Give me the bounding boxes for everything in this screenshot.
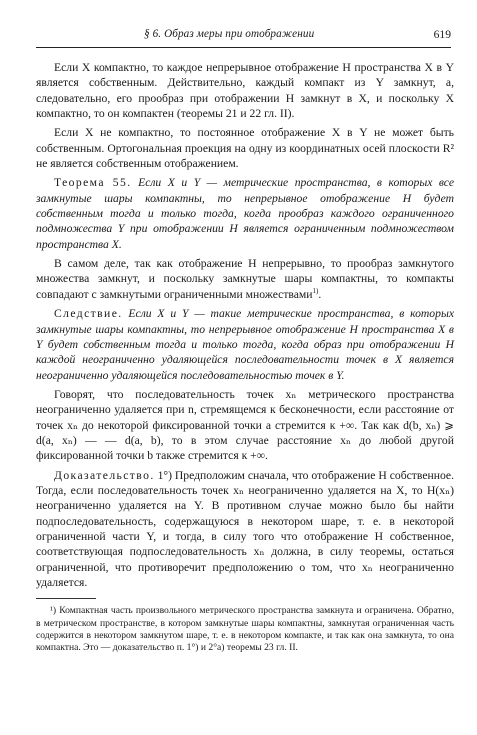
section-title: § 6. Образ меры при отображении bbox=[144, 28, 315, 40]
paragraph-compact: Если X компактно, то каждое непрерывное отображение H пространства X в Y является собственным. Действительно, каждый компакт из Y замкнут, а, следовательно, его прообраз при отображении H замкнут в X, и поскольку X компактно, то он компактен (теоремы 21 и 22 гл. II). bbox=[36, 61, 454, 121]
footnote bbox=[36, 605, 454, 654]
theorem-55 bbox=[36, 175, 454, 252]
footnote-ref: 1) bbox=[312, 286, 319, 295]
footnote-text: Компактная часть произвольного метрического пространства замкнута и ограничена. Обратно, в метрическом пространстве, в котором замкнутые шары компактны, замкнутая ограниченная часть содержится в некотором замкнутом шаре, т. е. в некотором компакте, и так как она замкнута, то она компактна. Это — доказательство п. 1°) и 2°а) теоремы 23 гл. II. bbox=[36, 605, 454, 653]
header-rule bbox=[36, 47, 451, 48]
running-header bbox=[0, 0, 477, 50]
footnote-rule bbox=[36, 598, 96, 599]
corollary bbox=[36, 306, 454, 383]
proof-paragraph bbox=[36, 468, 454, 591]
paragraph-noncompact: Если X не компактно, то постоянное отображение X в Y не может быть собственным. Ортогональная проекция на одну из координатных осей плоскости R² не является собственным отображением. bbox=[36, 126, 454, 171]
theorem-text: Если X и Y — метрические пространства, в которых все замкнутые шары компактны, то непрерывное отображение H будет собственным тогда и только тогда, когда прообраз каждого ограниченного подмножества Y при отображении H является ограниченным подмножеством пространства X. bbox=[36, 176, 454, 251]
theorem-proof-text: В самом деле, так как отображение H непрерывно, то прообраз замкнутого множества замкнут, и поскольку замкнутые шары компактны, то компакты совпадают с замкнутыми ограниченными множествами bbox=[36, 257, 454, 301]
corollary-label: Следствие. bbox=[54, 307, 123, 321]
footnote-marker: ¹) bbox=[50, 605, 57, 617]
corollary-text: Если X и Y — такие метрические пространства, в которых замкнутые шары компактны, то непрерывное отображение H пространства X в Y будет собственным тогда и только тогда, когда образ при отображении H каждой неограниченно удаляющейся последовательности точек в X является неограниченно удаляющейся последовательностью точек в Y. bbox=[36, 307, 454, 382]
page-body bbox=[36, 60, 454, 654]
definition-paragraph: Говорят, что последовательность точек xₙ метрического пространства неограниченно удаляется при n, стремящемся к бесконечности, если расстояние от точек xₙ до некоторой фиксированной точки a стремится к +∞. Так как d(b, xₙ) ⩾ d(a, xₙ) — — d(a, b), то в этом случае расстояние xₙ до любой другой фиксированной точки b также стремится к +∞. bbox=[36, 387, 454, 463]
theorem-proof-paragraph: В самом деле, так как отображение H непрерывно, то прообраз замкнутого множества замкнут, и поскольку замкнутые шары компактны, то компакты совпадают с замкнутыми ограниченными множествами$^{1)}$. bbox=[36, 257, 454, 301]
proof-text: 1°) Предположим сначала, что отображение H собственное. Тогда, если последовательность точек xₙ неограниченно удаляется на X, то H(xₙ) неограниченно удаляется на Y. В противном случае можно было бы найти подпоследовательность, содержащуюся в некотором шаре, т. е. в некоторой ограниченной части Y, и тогда, в силу того что отображение H собственное, соответствующая подпоследовательность xₙ должна, в силу теоремы, остаться ограниченной, что противоречит предположению о том, что xₙ неограниченно удаляется. bbox=[36, 468, 454, 589]
page-number: 619 bbox=[433, 28, 451, 41]
theorem-label: Теорема 55. bbox=[54, 176, 132, 190]
proof-label: Доказательство. bbox=[54, 468, 155, 482]
